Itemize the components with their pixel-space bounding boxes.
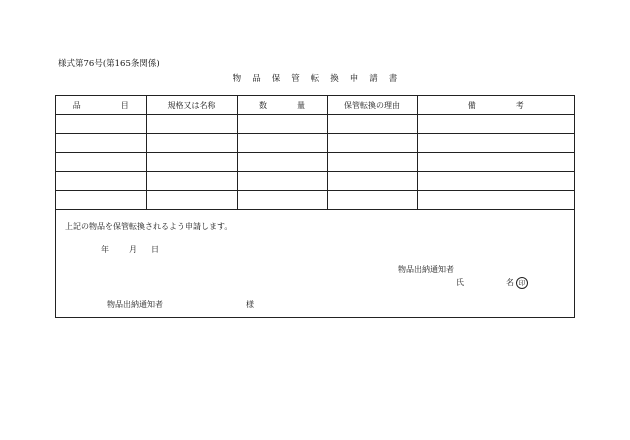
table-cell[interactable]	[237, 115, 327, 134]
column-header	[237, 96, 327, 115]
title-char: 請	[369, 74, 378, 84]
table-cell[interactable]	[417, 153, 574, 172]
column-header-text: 品	[72, 100, 81, 110]
column-header	[56, 96, 146, 115]
column-header-text: 数	[259, 100, 267, 110]
table-cell[interactable]	[237, 172, 327, 191]
column-header-text: 保管転換の理由	[344, 100, 400, 110]
table-cell[interactable]	[146, 191, 237, 210]
table-cell[interactable]	[146, 153, 237, 172]
table-cell[interactable]	[146, 115, 237, 134]
table-cell[interactable]	[56, 115, 146, 134]
title-char: 書	[388, 74, 398, 84]
date-year-label: 年	[101, 245, 109, 254]
table-cell[interactable]	[327, 191, 417, 210]
table-cell[interactable]	[327, 153, 417, 172]
column-header-text: 目	[120, 100, 129, 110]
column-header-text: 考	[515, 100, 524, 110]
addressee-honorific: 様	[246, 300, 254, 309]
table-row	[56, 153, 574, 172]
column-header	[146, 96, 237, 115]
name-field	[506, 277, 528, 289]
table-cell[interactable]	[237, 191, 327, 210]
table-cell[interactable]	[417, 172, 574, 191]
title-char: 換	[330, 74, 339, 84]
title-char: 品	[252, 74, 261, 84]
addressee-title: 物品出納通知者	[107, 300, 163, 309]
title-char: 転	[310, 74, 320, 84]
table-cell[interactable]	[327, 134, 417, 153]
name-label-first: 氏	[456, 278, 464, 287]
table-cell[interactable]	[146, 134, 237, 153]
name-label-second: 名	[506, 278, 514, 287]
title-char: 管	[291, 74, 300, 84]
title-char: 物	[232, 74, 242, 84]
table-cell[interactable]	[56, 172, 146, 191]
item-table	[56, 96, 574, 210]
table-row	[56, 172, 574, 191]
seal-mark-icon: 印	[516, 277, 528, 289]
date-month-label: 月	[129, 245, 137, 254]
table-cell[interactable]	[417, 134, 574, 153]
table-cell[interactable]	[327, 172, 417, 191]
table-body	[56, 115, 574, 210]
form-code: 様式第76号(第165条関係)	[58, 59, 160, 69]
applicant-title: 物品出納通知者	[398, 265, 454, 274]
table-row	[56, 134, 574, 153]
table-cell[interactable]	[417, 191, 574, 210]
table-row	[56, 115, 574, 134]
application-statement: 上記の物品を保管転換されるよう申請します。	[65, 222, 233, 231]
table-cell[interactable]	[56, 153, 146, 172]
form-frame	[55, 95, 575, 318]
table-cell[interactable]	[237, 153, 327, 172]
table-cell[interactable]	[146, 172, 237, 191]
column-header-text: 規格又は名称	[167, 100, 216, 110]
document-title	[0, 72, 630, 84]
table-cell[interactable]	[417, 115, 574, 134]
column-header-text: 量	[297, 100, 305, 110]
column-header	[417, 96, 574, 115]
table-cell[interactable]	[56, 191, 146, 210]
column-header-text: 備	[467, 100, 476, 110]
table-row	[56, 191, 574, 210]
table-header-row	[56, 96, 574, 115]
table-cell[interactable]	[327, 115, 417, 134]
table-cell[interactable]	[237, 134, 327, 153]
date-day-label: 日	[151, 245, 159, 254]
table-cell[interactable]	[56, 134, 146, 153]
title-char: 申	[349, 74, 359, 84]
column-header	[327, 96, 417, 115]
title-char: 保	[271, 74, 281, 84]
